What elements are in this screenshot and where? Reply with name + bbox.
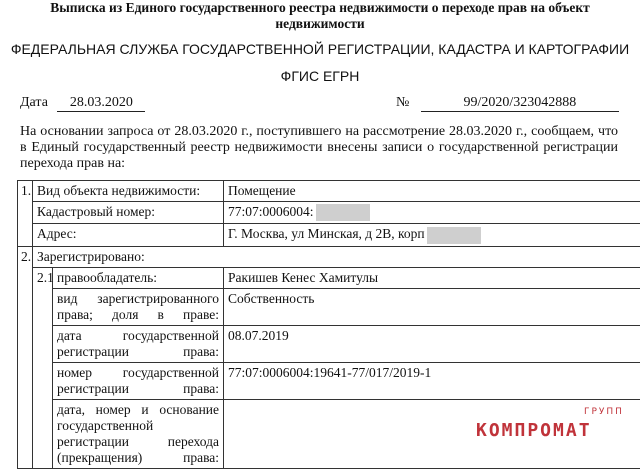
registered-label: Зарегистрировано: <box>33 246 640 267</box>
holder-label: правообладатель: <box>53 267 224 288</box>
cadastral-cell <box>224 202 640 224</box>
date-label: Дата <box>20 95 48 110</box>
reg-number-value: 77:07:0006004:19641-77/017/2019-1 <box>224 362 640 399</box>
watermark-sub: ГРУПП <box>584 407 624 417</box>
table-row <box>18 181 640 202</box>
number-value: 99/2020/323042888 <box>421 95 619 112</box>
table-row <box>18 267 640 288</box>
number-label: № <box>396 95 409 110</box>
table-row <box>18 202 640 224</box>
address-label: Адрес: <box>33 224 224 246</box>
object-type-value: Помещение <box>224 181 640 202</box>
watermark-logo: КОМПРОМАТ <box>476 420 592 441</box>
table-row <box>18 246 640 267</box>
object-type-label: Вид объекта недвижимости: <box>33 181 224 202</box>
cadastral-label: Кадастровый номер: <box>33 202 224 224</box>
cadastral-value: 77:07:0006004: <box>228 204 314 219</box>
document-title <box>0 0 640 32</box>
holder-value: Ракишев Кенес Хамитулы <box>224 267 640 288</box>
system-name: ФГИС ЕГРН <box>0 68 640 84</box>
table-row <box>18 325 640 362</box>
section-number: 2. <box>18 246 33 468</box>
subsection-number: 2.1 <box>33 267 53 468</box>
transfer-label: дата, номер и основание государственной регистрации перехода (прекращения) права: <box>53 399 224 468</box>
reg-date-value: 08.07.2019 <box>224 325 640 362</box>
table-row <box>18 288 640 325</box>
title-line-2: недвижимости <box>0 16 640 32</box>
right-type-label: вид зарегистрированного права; доля в праве: <box>53 288 224 325</box>
right-type-value: Собственность <box>224 288 640 325</box>
intro-paragraph: На основании запроса от 28.03.2020 г., поступившего на рассмотрение 28.03.2020 г., сообщаем, что в Единый государственный реестр недвижимости внесены записи о государственной регистрации перехода прав на: <box>20 124 618 172</box>
table-row <box>18 362 640 399</box>
section-number: 1. <box>18 181 33 247</box>
agency-name: ФЕДЕРАЛЬНАЯ СЛУЖБА ГОСУДАРСТВЕННОЙ РЕГИСТРАЦИИ, КАДАСТРА И КАРТОГРАФИИ <box>0 41 640 57</box>
date-line <box>20 95 145 112</box>
reg-date-label: дата государственной регистрации права: <box>53 325 224 362</box>
address-cell <box>224 224 640 246</box>
number-line <box>396 95 619 112</box>
title-line-1: Выписка из Единого государственного реестра недвижимости о переходе прав на объект <box>0 0 640 16</box>
redaction-block <box>427 227 481 244</box>
table-row <box>18 224 640 246</box>
redaction-block <box>316 204 370 221</box>
date-value: 28.03.2020 <box>57 95 145 112</box>
reg-number-label: номер государственной регистрации права: <box>53 362 224 399</box>
address-value: Г. Москва, ул Минская, д 2В, корп <box>228 226 425 241</box>
